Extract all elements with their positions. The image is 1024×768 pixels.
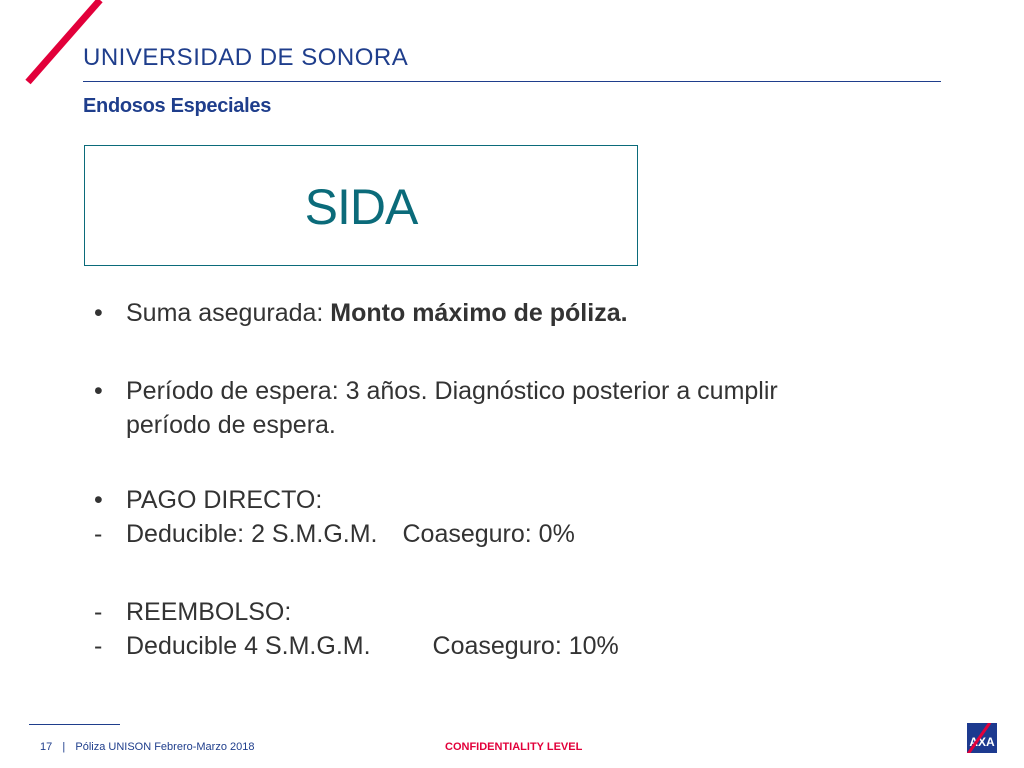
- confidentiality-label: CONFIDENTIALITY LEVEL: [445, 741, 583, 753]
- list-item-pago-directo-deducible: [94, 517, 914, 551]
- footer-separator: |: [62, 741, 66, 753]
- header-subtitle: Endosos Especiales: [83, 95, 272, 117]
- list-item-reembolso: [94, 595, 914, 629]
- dash-marker: -: [94, 520, 103, 548]
- logo-text: AXA: [969, 735, 995, 749]
- footer-divider: [29, 724, 120, 725]
- list-item-pago-directo: [94, 483, 914, 517]
- bullet-marker: •: [94, 299, 103, 327]
- list-item-suma-asegurada: [94, 296, 914, 330]
- periodo-espera-line1: Período de espera: 3 años. Diagnóstico posterior a cumplir: [126, 377, 778, 405]
- reembolso-deducible: Deducible 4 S.M.G.M.: [126, 632, 371, 660]
- reembolso-coaseguro: Coaseguro: 10%: [432, 632, 619, 660]
- periodo-espera-line2: período de espera.: [126, 411, 336, 439]
- suma-asegurada-label: Suma asegurada:: [126, 299, 331, 327]
- dash-marker: -: [94, 598, 103, 626]
- dash-marker: -: [94, 632, 103, 660]
- list-item-reembolso-deducible: [94, 629, 914, 663]
- suma-asegurada-value: Monto máximo de póliza.: [330, 299, 628, 327]
- slide-title: SIDA: [304, 179, 418, 235]
- pago-directo-coaseguro: Coaseguro: 0%: [402, 520, 575, 548]
- page-number: 17: [40, 741, 53, 753]
- pago-directo-text: PAGO DIRECTO:: [126, 486, 323, 514]
- slide-title-box: [84, 145, 638, 266]
- header-title: UNIVERSIDAD DE SONORA: [83, 44, 409, 71]
- content-list: [94, 296, 914, 663]
- document-title: Póliza UNISON Febrero-Marzo 2018: [75, 741, 255, 753]
- list-item-periodo-espera: [94, 374, 914, 442]
- footer-info: [40, 741, 254, 753]
- bullet-marker: •: [94, 377, 103, 405]
- reembolso-text: REEMBOLSO:: [126, 598, 292, 626]
- bullet-marker: •: [94, 486, 103, 514]
- header-divider: [83, 81, 941, 82]
- pago-directo-deducible: Deducible: 2 S.M.G.M.: [126, 520, 378, 548]
- axa-logo: [967, 723, 997, 753]
